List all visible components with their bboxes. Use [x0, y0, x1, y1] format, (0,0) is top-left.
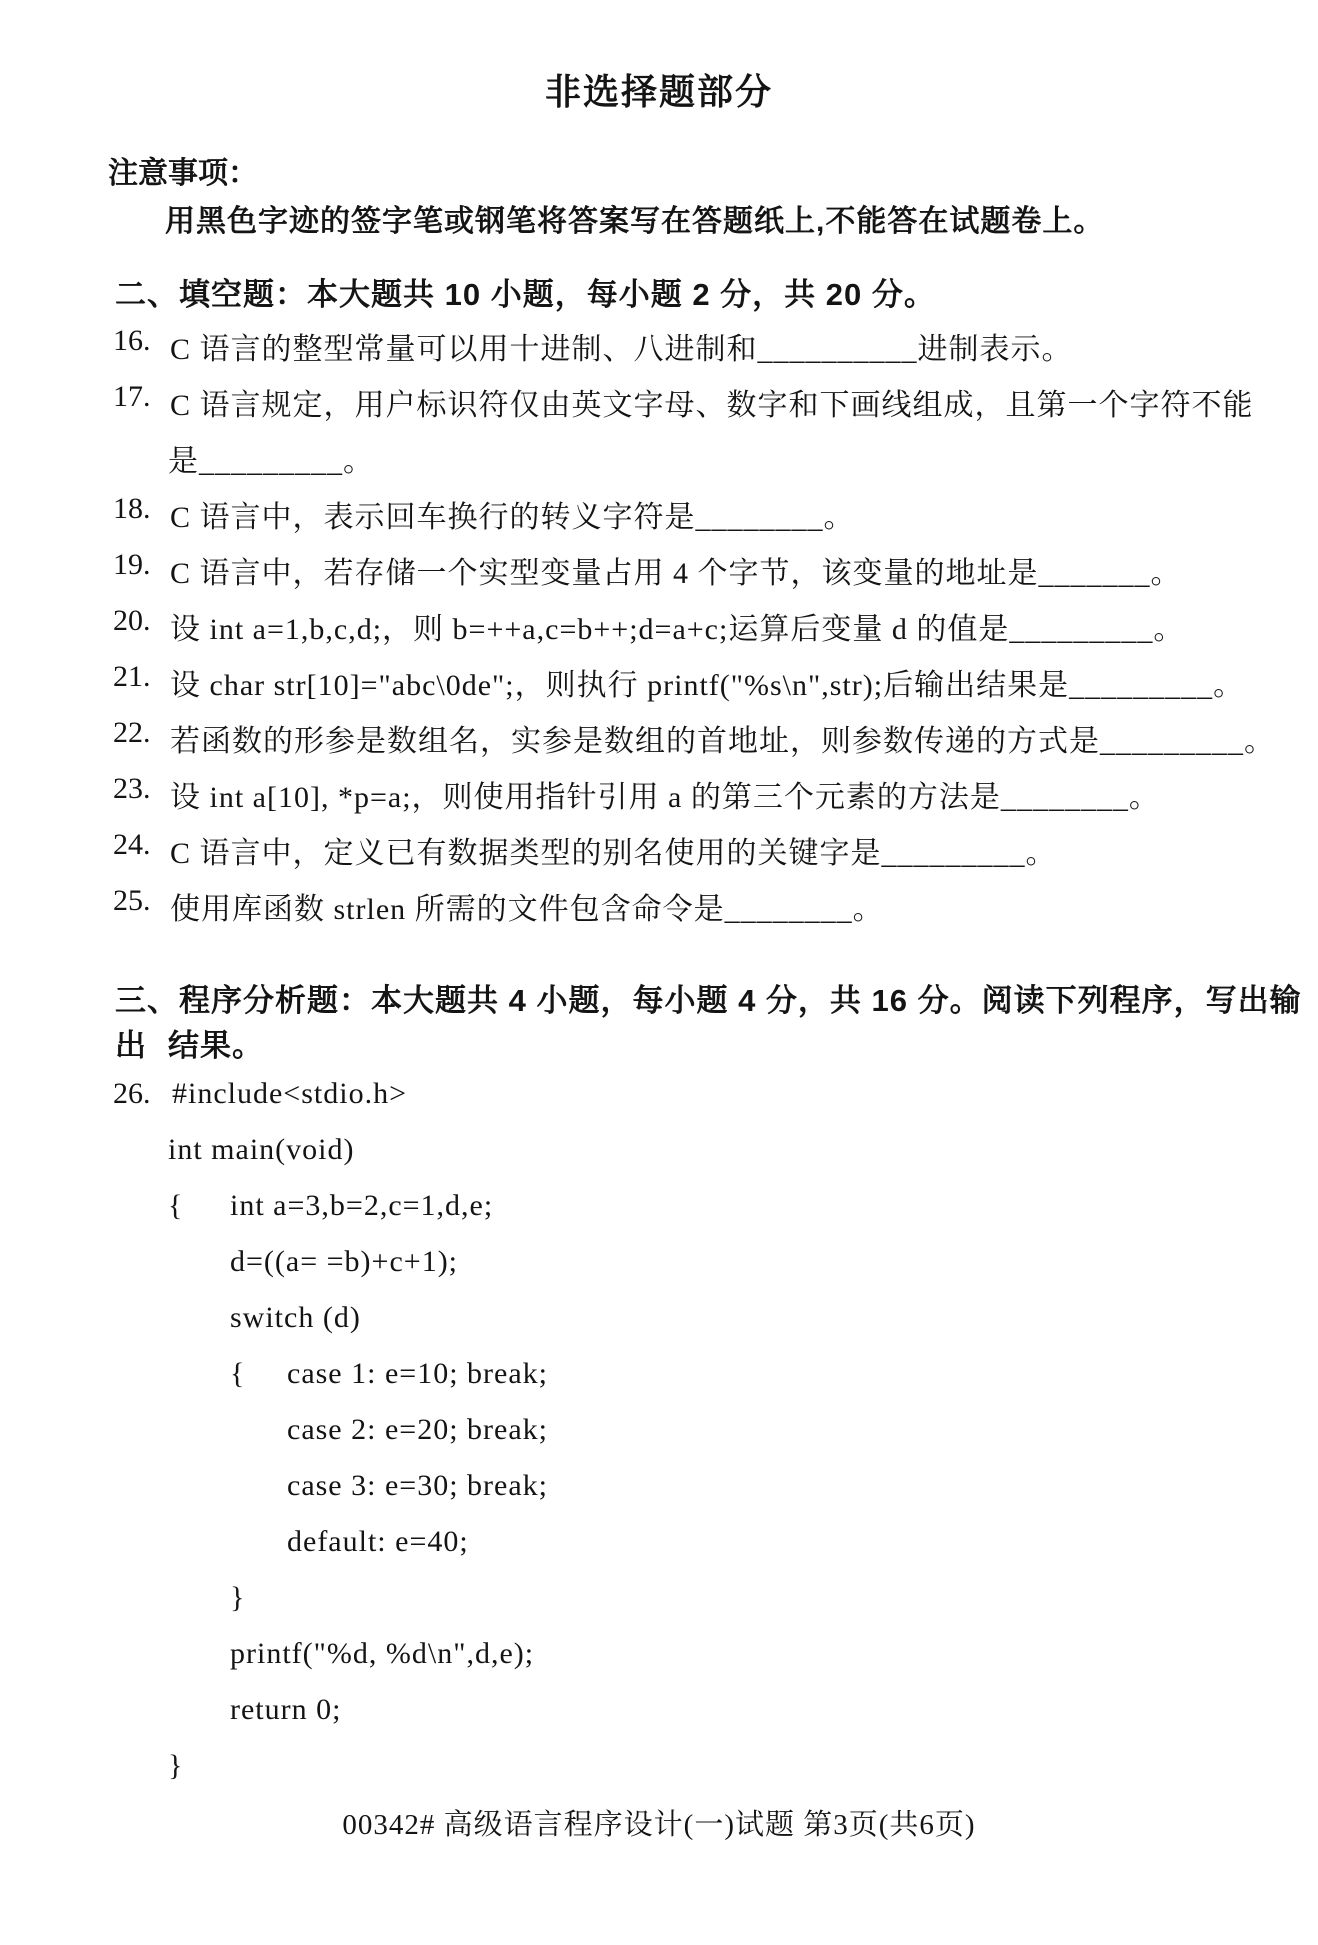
- question-number: 20.: [113, 604, 151, 637]
- page-title: 非选择题部分: [544, 71, 773, 112]
- question-text: 设 int a[10], *p=a;，则使用指针引用 a 的第三个元素的方法是________。: [170, 781, 1160, 814]
- question-text: C 语言的整型常量可以用十进制、八进制和__________进制表示。: [170, 333, 1073, 366]
- analysis-section-header-line2: 结果。: [168, 1028, 264, 1063]
- code-line-11: [0, 1693, 1318, 1737]
- question-number: 17.: [113, 380, 151, 413]
- code-segment: d=((a= =b)+c+1);: [230, 1245, 459, 1278]
- question-text: 若函数的形参是数组名，实参是数组的首地址，则参数传递的方式是_________。: [170, 725, 1275, 758]
- page-footer: 00342# 高级语言程序设计(一)试题 第3页(共6页): [342, 1809, 976, 1841]
- code-segment: int main(void): [168, 1133, 355, 1166]
- notice-text: 用黑色字迹的签字笔或钢笔将答案写在答题纸上,不能答在试题卷上。: [165, 205, 1105, 238]
- code-line-10: [0, 1637, 1318, 1681]
- code-line-7: [0, 1469, 1318, 1513]
- question-text: C 语言中，定义已有数据类型的别名使用的关键字是_________。: [170, 837, 1057, 870]
- fill-blank-question-16: [0, 324, 1318, 368]
- question-text: 设 char str[10]="abc\0de";，则执行 printf("%s\n",str);后输出结果是_________。: [170, 669, 1245, 702]
- code-line-6: [0, 1413, 1318, 1457]
- fill-blank-question-25: [0, 884, 1318, 928]
- question-text: 是_________。: [168, 445, 374, 478]
- fill-blank-question-21: [0, 660, 1318, 704]
- fill-blank-question-17: [0, 380, 1318, 424]
- question-number: 16.: [113, 324, 151, 357]
- question-text: C 语言中，若存储一个实型变量占用 4 个字节，该变量的地址是_______。: [170, 557, 1182, 590]
- notice-label: 注意事项：: [108, 157, 258, 190]
- question-26-include-line: #include<stdio.h>: [172, 1077, 407, 1110]
- code-line-3: [0, 1245, 1318, 1289]
- code-segment: default: e=40;: [287, 1525, 469, 1558]
- code-segment: case 1: e=10; break;: [287, 1357, 548, 1390]
- code-line-12: [0, 1749, 1318, 1793]
- code-segment: case 3: e=30; break;: [287, 1469, 548, 1502]
- question-text: C 语言规定，用户标识符仅由英文字母、数字和下画线组成，且第一个字符不能: [170, 389, 1254, 422]
- code-segment: printf("%d, %d\n",d,e);: [230, 1637, 535, 1670]
- question-26-number: 26.: [113, 1077, 151, 1110]
- code-line-2: [0, 1189, 1318, 1233]
- question-number: 21.: [113, 660, 151, 693]
- fill-blank-section-header: 二、填空题：本大题共 10 小题，每小题 2 分，共 20 分。: [115, 277, 936, 312]
- code-segment: return 0;: [230, 1693, 342, 1726]
- question-number: 22.: [113, 716, 151, 749]
- code-line-1: [0, 1133, 1318, 1177]
- code-line-8: [0, 1525, 1318, 1569]
- fill-blank-question-20: [0, 604, 1318, 648]
- code-segment: {: [230, 1357, 246, 1390]
- code-line-4: [0, 1301, 1318, 1345]
- question-text: 使用库函数 strlen 所需的文件包含命令是________。: [170, 893, 884, 926]
- question-number: 23.: [113, 772, 151, 805]
- code-segment: }: [168, 1749, 184, 1782]
- code-segment: int a=3,b=2,c=1,d,e;: [230, 1189, 494, 1222]
- code-segment: case 2: e=20; break;: [287, 1413, 548, 1446]
- question-number: 18.: [113, 492, 151, 525]
- fill-blank-question-17-continuation: [0, 436, 1318, 480]
- fill-blank-question-23: [0, 772, 1318, 816]
- question-text: C 语言中，表示回车换行的转义字符是________。: [170, 501, 855, 534]
- fill-blank-question-19: [0, 548, 1318, 592]
- fill-blank-question-24: [0, 828, 1318, 872]
- fill-blank-question-22: [0, 716, 1318, 760]
- question-number: 24.: [113, 828, 151, 861]
- code-segment: switch (d): [230, 1301, 361, 1334]
- question-number: 25.: [113, 884, 151, 917]
- code-segment: {: [168, 1189, 184, 1222]
- question-number: 19.: [113, 548, 151, 581]
- analysis-section-header-line1: 三、程序分析题：本大题共 4 小题，每小题 4 分，共 16 分。阅读下列程序，写出输出: [115, 983, 1302, 1063]
- question-26: [0, 1077, 1318, 1121]
- code-line-9: [0, 1581, 1318, 1625]
- fill-blank-question-18: [0, 492, 1318, 536]
- code-line-5: [0, 1357, 1318, 1401]
- question-text: 设 int a=1,b,c,d;，则 b=++a,c=b++;d=a+c;运算后变量 d 的值是_________。: [170, 613, 1185, 646]
- code-segment: }: [230, 1581, 246, 1614]
